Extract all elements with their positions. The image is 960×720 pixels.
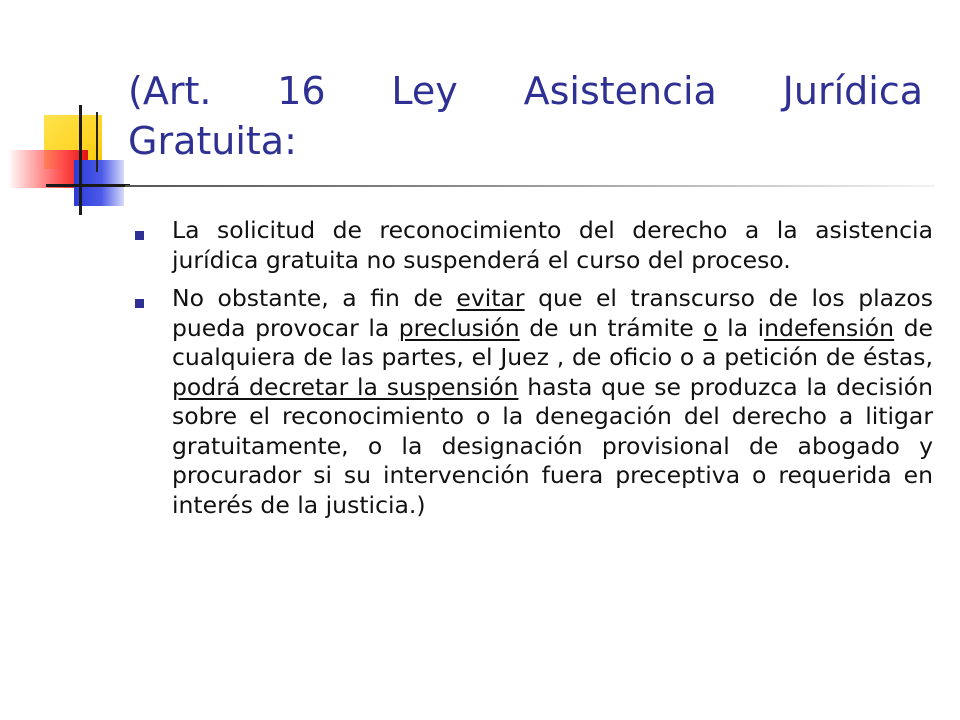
bullet-text-1: La solicitud de reconocimiento del derecho a la asistencia jurídica gratuita no suspenderá el curso del proceso.: [172, 216, 933, 274]
square-bullet-icon: [135, 231, 144, 240]
underlined-term-preclusion: preclusión: [398, 313, 520, 342]
underlined-term-o: o: [703, 313, 718, 342]
underlined-term-indefension: ndefensión: [764, 313, 895, 342]
bullet-item-1: [135, 216, 933, 275]
bullet-text-2: [172, 284, 933, 519]
title-line-2: Gratuita:: [128, 119, 297, 163]
underlined-term-evitar: evitar: [456, 284, 525, 312]
square-bullet-icon: [135, 299, 144, 308]
slide-body: [135, 216, 933, 529]
bullet-2-segment: hasta que se produzca la decisión sobre el reconocimiento o la denegación del derecho a litigar gratuitamente, o la designación provisional de abogado y procurador si su intervención fuera preceptiva o requerida en interés de la justicia.): [172, 372, 933, 519]
slide-title: [128, 66, 923, 166]
corner-logo-decoration: [0, 0, 140, 240]
bullet-2-segment: No obstante, a fin de: [172, 284, 457, 312]
logo-vertical-line: [79, 105, 82, 215]
title-divider: [125, 185, 935, 187]
logo-horizontal-line: [46, 184, 130, 187]
title-line-1: (Art. 16 Ley Asistencia Jurídica: [128, 69, 923, 113]
bullet-2-segment: de cualquiera de las partes, el Juez , de oficio o a petición de éstas,: [172, 313, 933, 371]
bullet-item-2: [135, 284, 933, 520]
logo-thin-line: [96, 112, 98, 172]
underlined-term-podra-decretar: podrá decretar la suspensión: [172, 372, 519, 401]
bullet-2-segment: la i: [717, 313, 765, 342]
bullet-2-segment: de un trámite: [519, 313, 704, 342]
bullet-2-segment: que el transcurso de los plazos pueda provocar la: [172, 284, 934, 342]
